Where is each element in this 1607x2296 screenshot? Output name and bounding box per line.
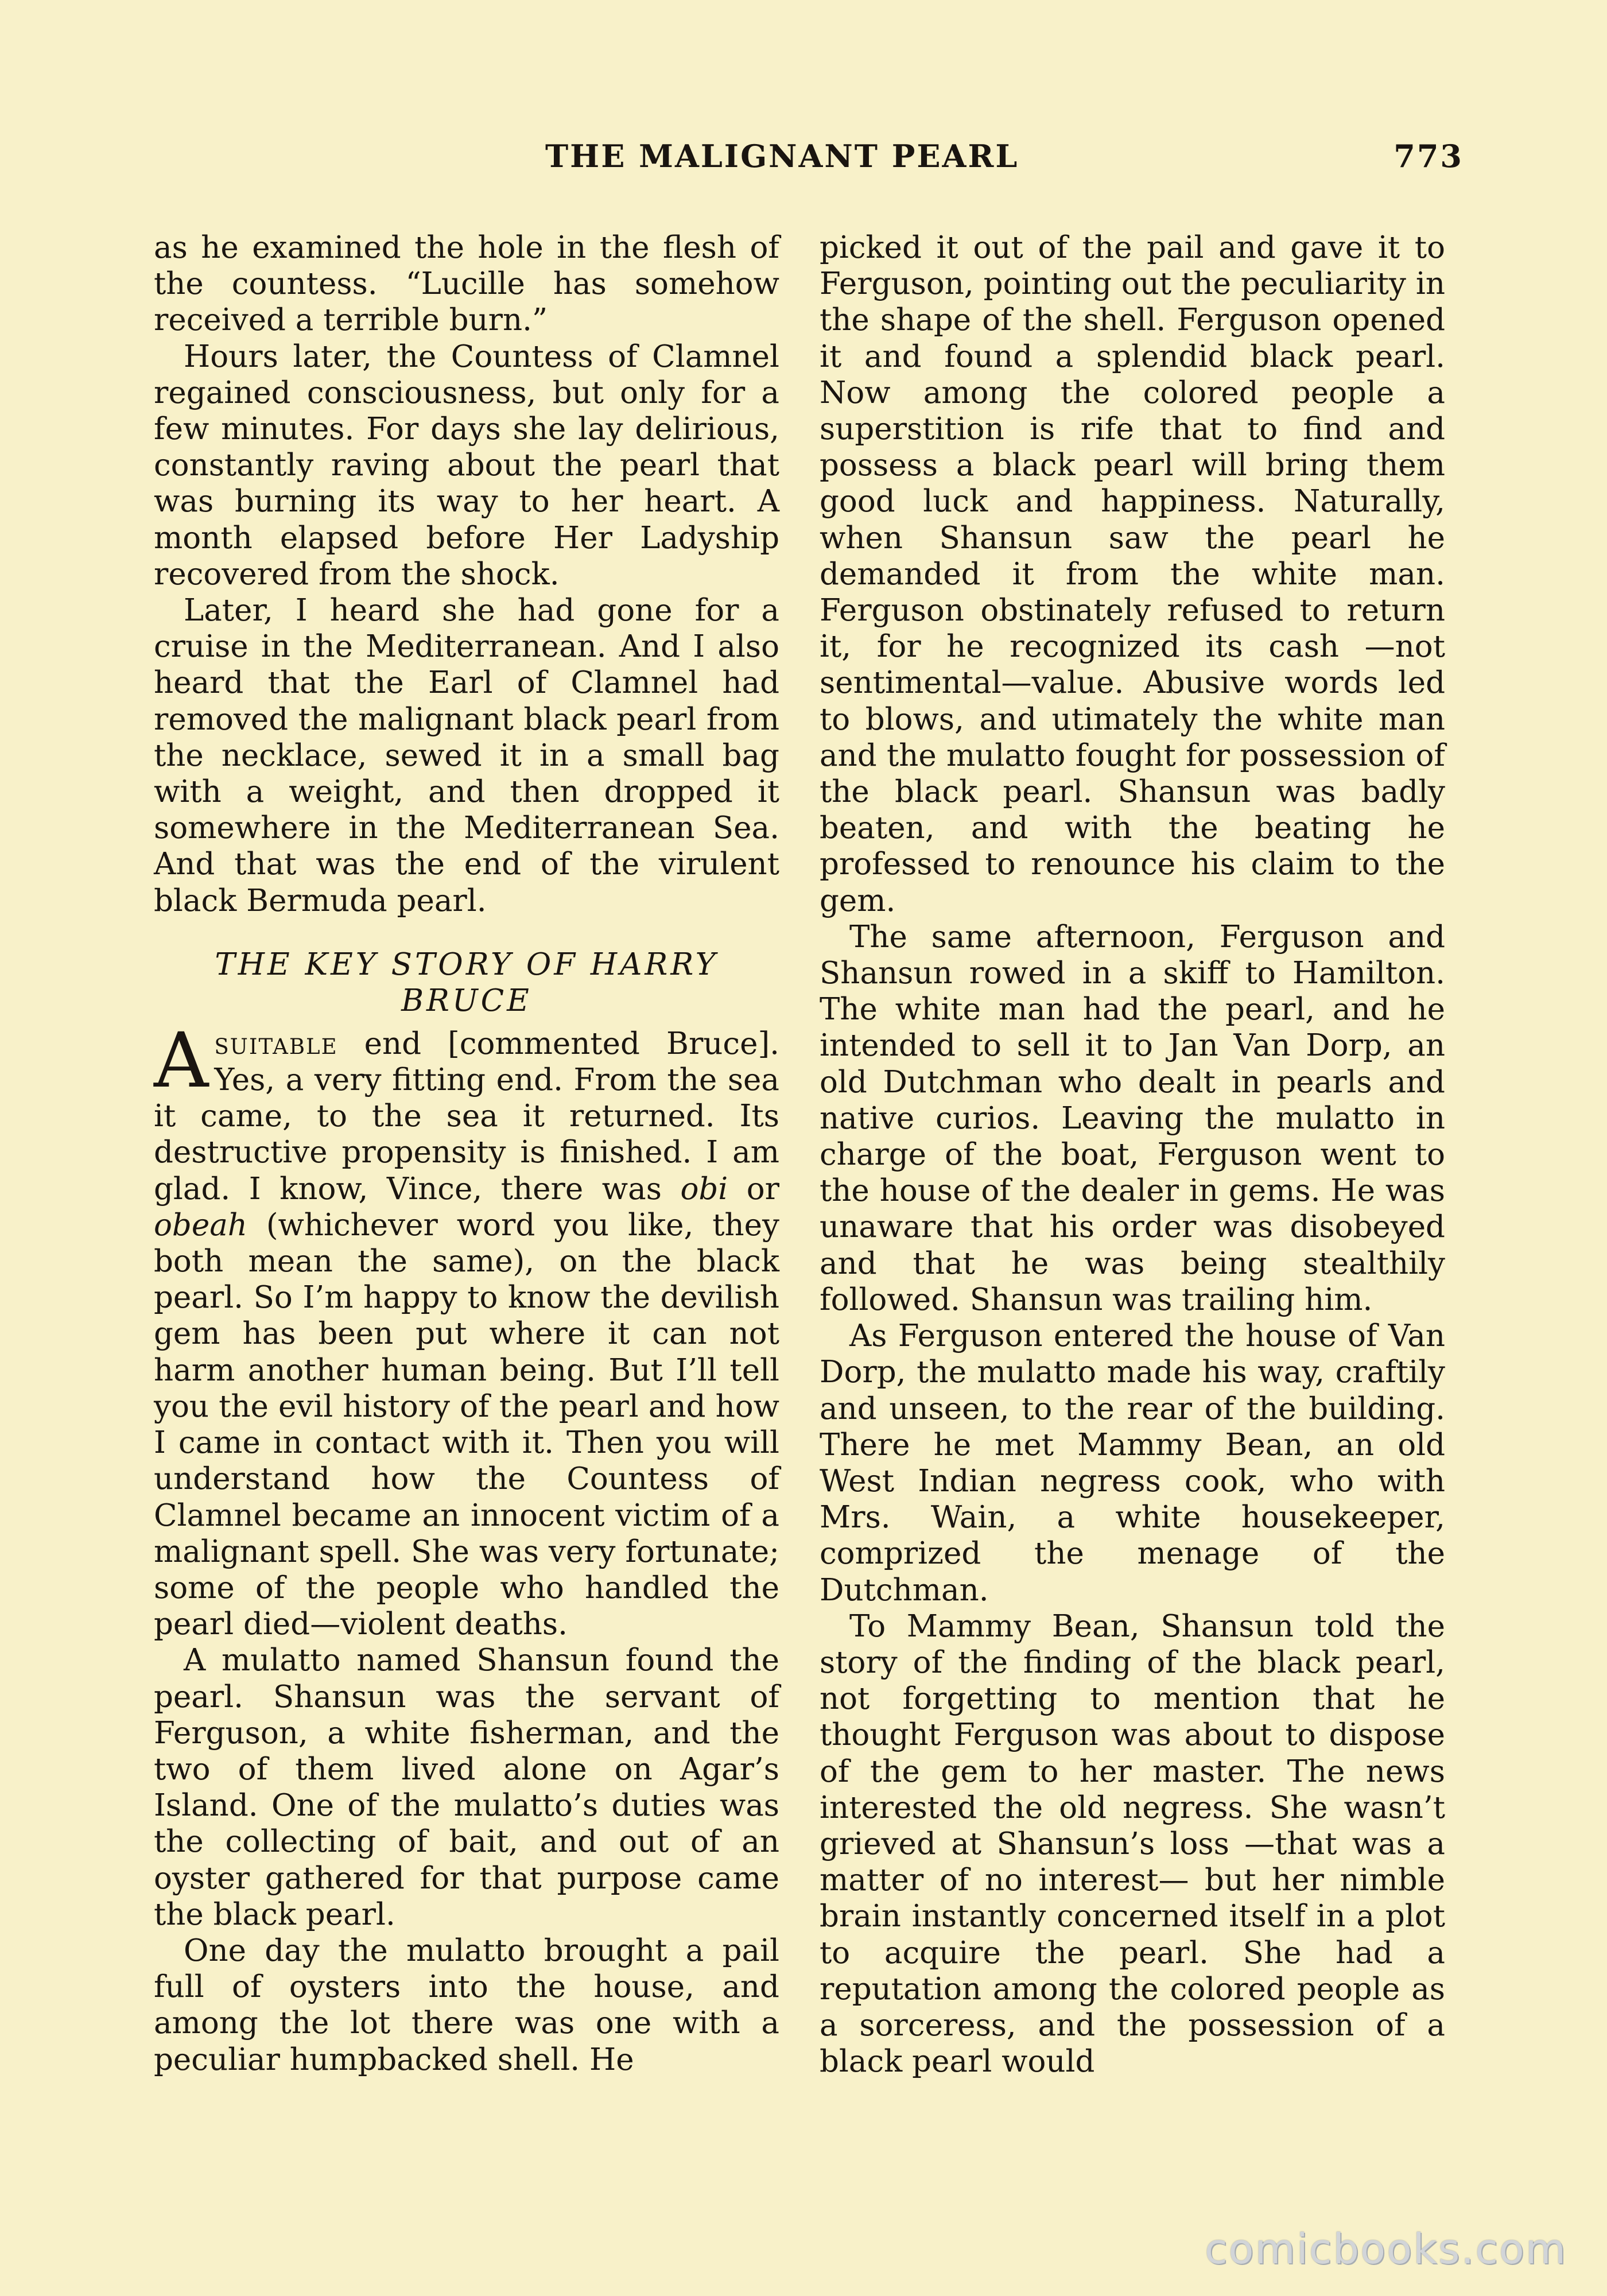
paragraph: As Ferguson entered the house of Van Dorp, the mulatto made his way, craftily and unseen, to the rear of the building. There he met Mammy Bean, an old West Indian negress cook, who with Mrs. Wain, a white housekeeper, comprized the menage of the Dutchman. — [820, 1318, 1445, 1608]
paragraph: picked it out of the pail and gave it to Ferguson, pointing out the peculiarity in the shape of the shell. Ferguson opened it and found a splendid black pearl. Now among the colored people a superstition is rife that to find and possess a black pearl will bring them good luck and happiness. Naturally, when Shansun saw the pearl he demanded it from the white man. Ferguson obstinately refused to return it, for he recognized its cash —not sentimental—value. Abusive words led to blows, and utimately the white man and the mulatto fought for possession of the black pearl. Shansun was badly beaten, and with the beating he professed to renounce his claim to the gem. — [820, 230, 1445, 918]
text-run: or — [728, 1171, 780, 1207]
italic-word: obi — [680, 1171, 728, 1207]
paragraph: A mulatto named Shansun found the pearl. Shansun was the servant of Ferguson, a white fisherman, and the two of them lived alone on Agar’s Island. One of the mulatto’s duties was the collecting of bait, and out of an oyster gathered for that purpose came the black pearl. — [154, 1643, 779, 1932]
watermark-logo: comicbooks.com — [1204, 2225, 1567, 2273]
text-run: (whichever word you like, they both mean the same), on the black pearl. So I’m happy to know the devilish gem has been put where it can not harm another human being. But I’ll tell you the evil history of the pearl and how I came in contact with it. Then you will understand how the Countess of Clamnel became an innocent victim of a malignant spell. She was very fortunate; some of the people who handled the pearl died—violent deaths. — [154, 1207, 779, 1642]
paragraph: To Mammy Bean, Shansun told the story of the finding of the black pearl, not forgetting to mention that he thought Ferguson was about to dispose of the gem to her master. The news interested the old negress. She wasn’t grieved at Shansun’s loss —that was a matter of no interest— but her nimble brain instantly concerned itself in a plot to acquire the pearl. She had a reputation among the colored people as a sorceress, and the possession of a black pearl would — [820, 1608, 1445, 2080]
paragraph: Later, I heard she had gone for a cruise in the Mediterranean. And I also heard that the Earl of Clamnel had removed the malignant black pearl from the necklace, sewed it in a small bag with a weight, and then dropped it somewhere in the Mediterranean Sea. And that was the end of the virulent black Bermuda pearl. — [154, 593, 779, 918]
paragraph: as he examined the hole in the flesh of the countess. “Lucille has somehow received a terrible burn.” — [154, 230, 779, 338]
section-heading: THE KEY STORY OF HARRY BRUCE — [215, 947, 719, 1018]
paragraph-dropcap — [154, 1016, 780, 1642]
text-run: end [commented Bruce]. Yes, a very fitting end. From the sea it came, to the sea it returned. Its destructive propensity is finished. I am glad. I know, Vince, there was — [154, 1026, 779, 1207]
right-column — [820, 230, 1445, 2080]
small-caps-word: suitable — [214, 1026, 338, 1061]
paragraph: The same afternoon, Ferguson and Shansun rowed in a skiff to Hamilton. The white man had the pearl, and he intended to sell it to Jan Van Dorp, an old Dutchman who dealt in pearls and native curios. Leaving the mulatto in charge of the boat, Ferguson went to the house of the dealer in gems. He was unaware that his order was disobeyed and that he was being stealthily followed. Shansun was trailing him. — [820, 919, 1445, 1317]
running-header — [545, 138, 1464, 174]
left-column — [154, 230, 779, 2078]
italic-word: obeah — [154, 1207, 247, 1243]
paragraph: Hours later, the Countess of Clamnel regained consciousness, but only for a few minutes. For days she lay delirious, constantly raving about the pearl that was burning its way to her heart. A month elapsed before Her Ladyship recovered from the shock. — [154, 339, 779, 592]
drop-cap-letter: A — [154, 1016, 209, 1105]
page-title: THE MALIGNANT PEARL — [545, 138, 1019, 174]
paragraph: One day the mulatto brought a pail full of oysters into the house, and among the lot there was one with a peculiar humpbacked shell. He — [154, 1933, 779, 2077]
page-number: 773 — [1393, 138, 1464, 174]
